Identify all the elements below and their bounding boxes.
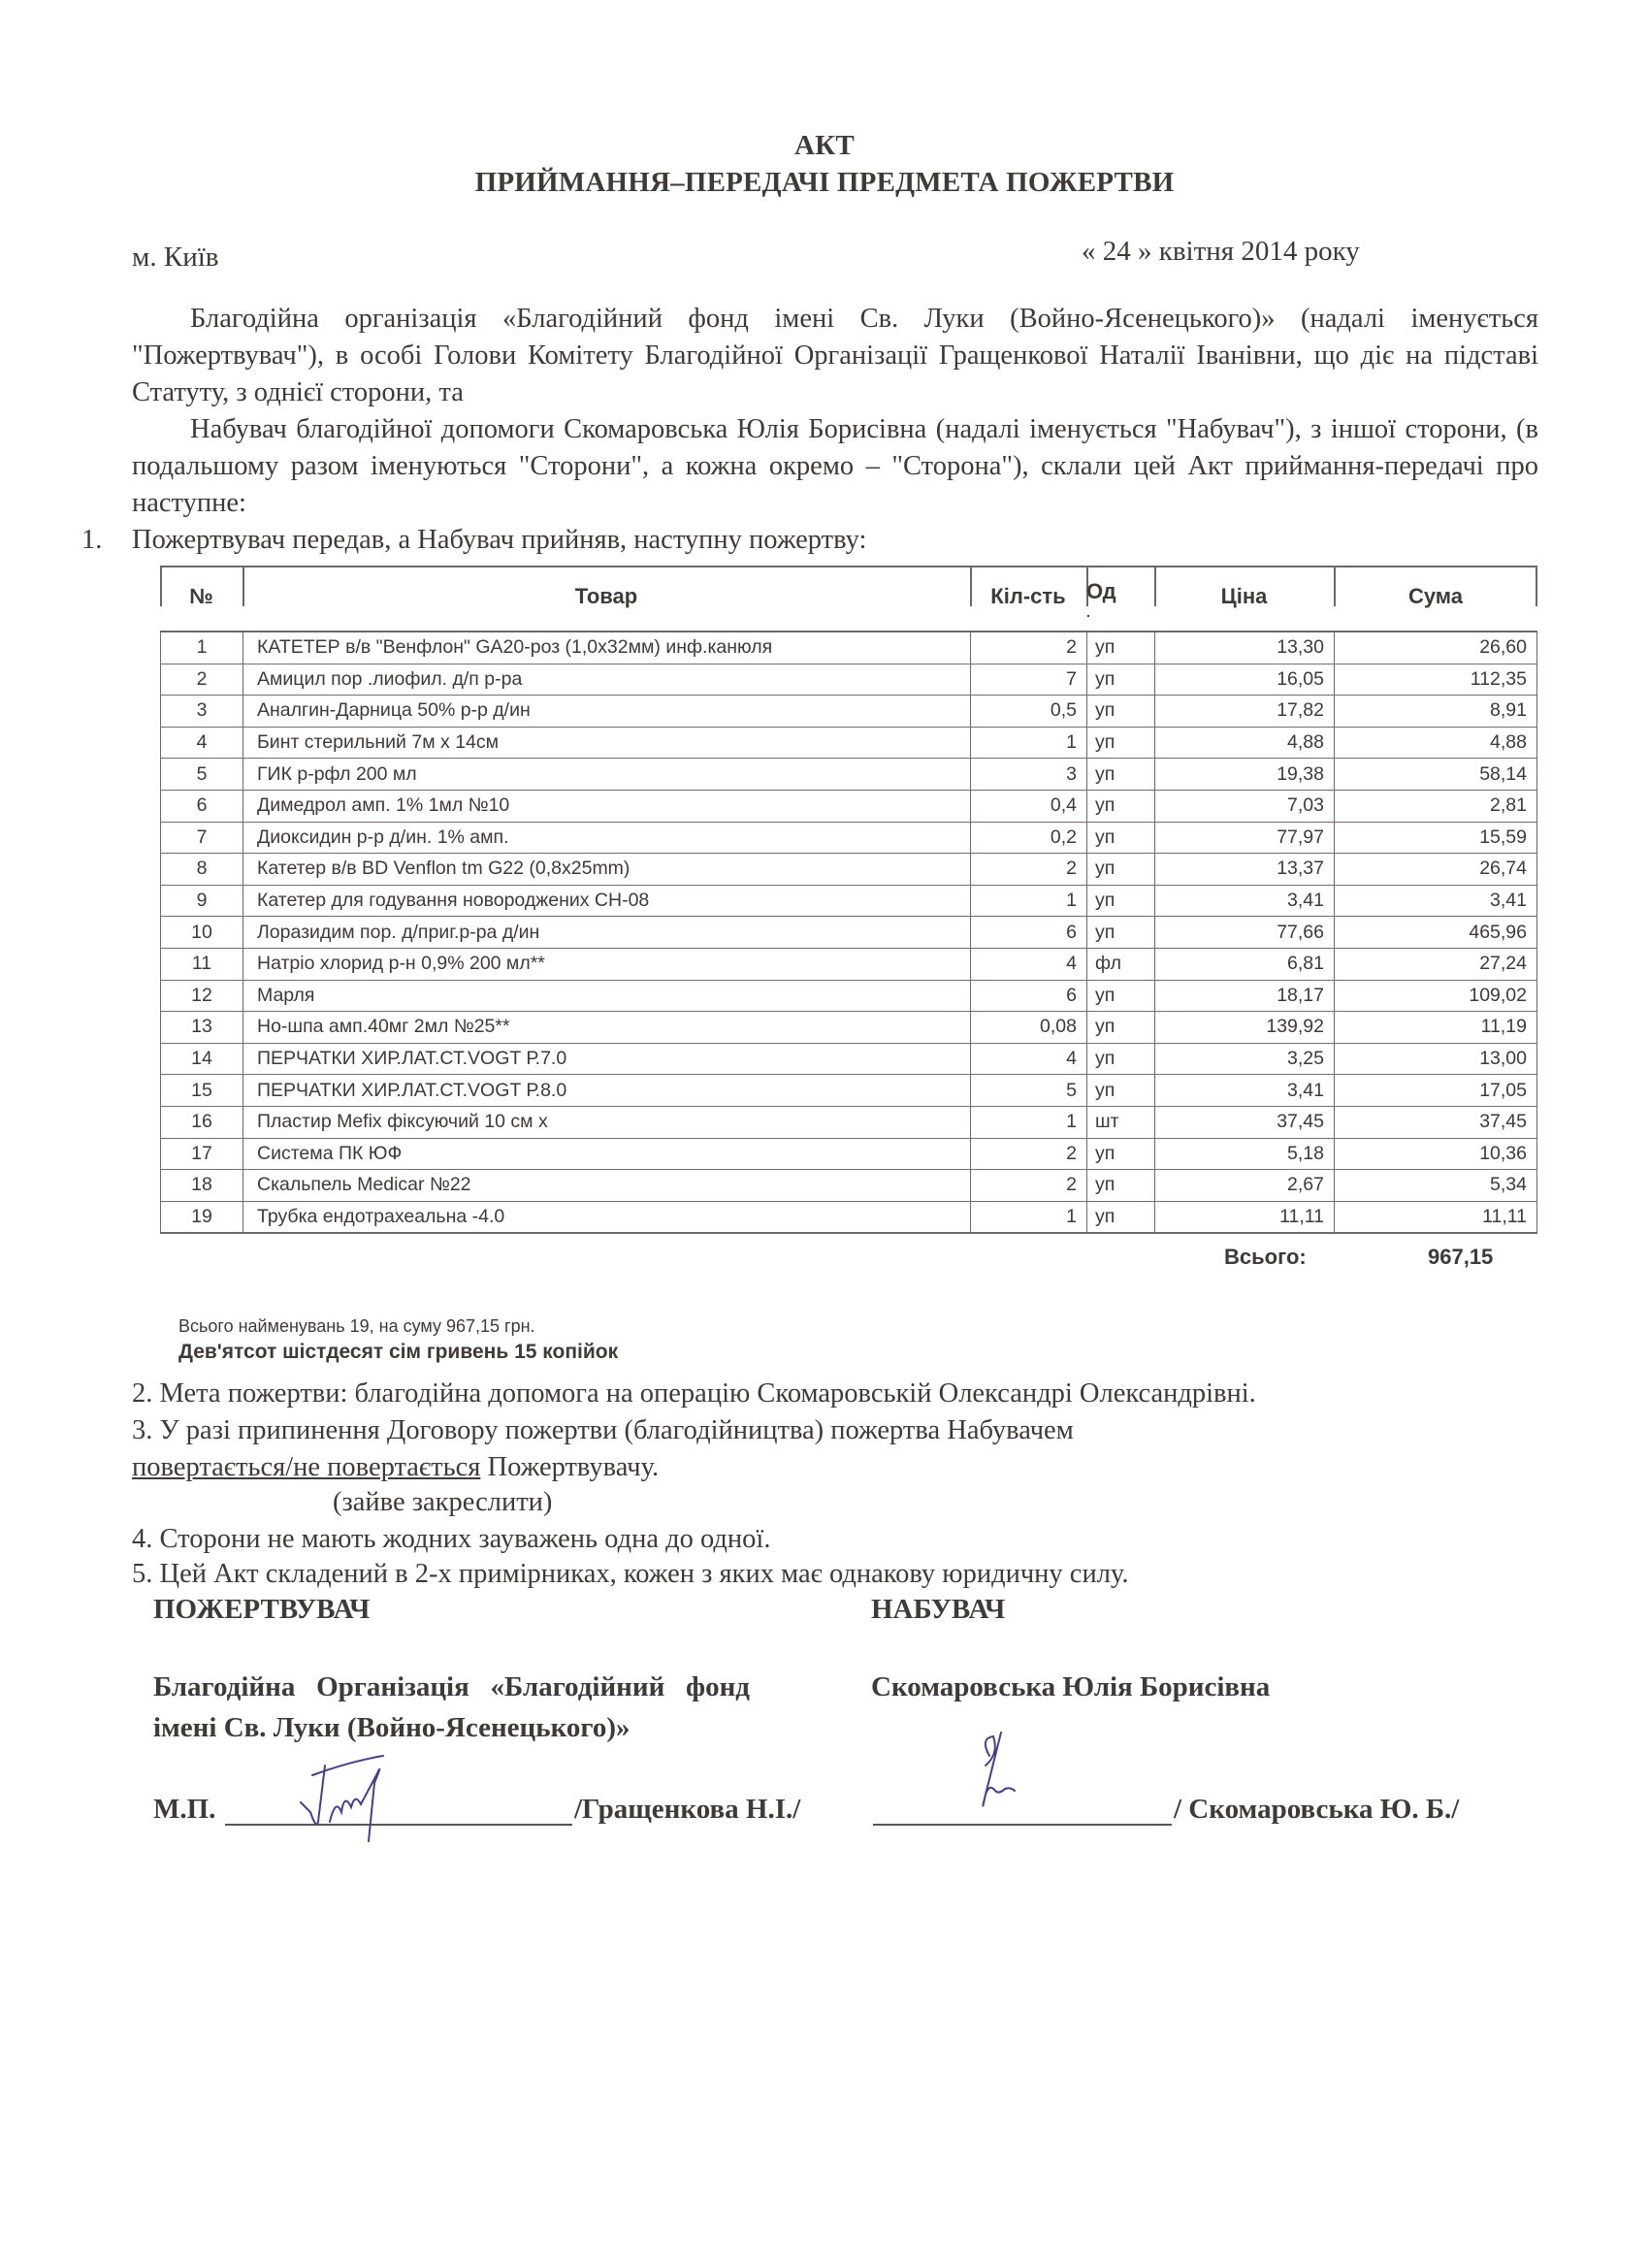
table-row [160,917,1537,949]
seal-label: М.П. [153,1794,216,1825]
row-number: 4 [160,728,242,759]
table-row [160,1107,1537,1139]
row-number: 16 [160,1107,242,1138]
row-sum: 11,11 [1334,1202,1537,1233]
clause-3-rest: Пожертвувачу. [480,1452,660,1482]
row-sum: 465,96 [1334,917,1537,948]
row-unit: уп [1086,1075,1154,1106]
column-header-price: Ціна [1220,584,1268,608]
row-sum: 26,60 [1334,632,1537,664]
row-item-name: Но-шпа амп.40мг 2мл №25** [242,1012,970,1043]
row-item-name: Димедрол амп. 1% 1мл №10 [242,791,970,822]
row-quantity: 2 [970,1170,1086,1201]
donor-org-line1: Благодійна Організація «Благодійний фонд [153,1671,750,1702]
row-unit: уп [1086,728,1154,759]
table-row [160,1075,1537,1107]
row-item-name: КАТЕТЕР в/в "Венфлон" GA20-роз (1,0х32мм) инф.канюля [242,632,970,664]
row-price: 13,30 [1154,632,1334,664]
item-1-number: 1. [81,525,103,555]
row-item-name: Скальпель Medicar №22 [242,1170,970,1201]
document-title: ПРИЙМАННЯ–ПЕРЕДАЧІ ПРЕДМЕТА ПОЖЕРТВИ [474,167,1175,198]
row-item-name: ГИК р-рфл 200 мл [242,759,970,790]
table-row [160,791,1537,823]
row-item-name: Пластир Mefix фіксуючий 10 см х [242,1107,970,1138]
row-unit: уп [1086,854,1154,885]
row-sum: 11,19 [1334,1012,1537,1043]
row-quantity: 1 [970,1202,1086,1233]
table-row [160,664,1537,697]
row-number: 15 [160,1075,242,1106]
row-item-name: Амицил пор .лиофил. д/п р-ра [242,664,970,696]
strike-out-note: (зайве закреслити) [333,1487,553,1517]
document-type-title: АКТ [794,130,855,161]
row-sum: 8,91 [1334,696,1537,727]
items-table-body [160,631,1537,1234]
row-price: 3,41 [1154,1075,1334,1106]
column-header-quantity: Кіл-сть [990,584,1066,608]
clause-3-line1: 3. У разі припинення Договору пожертви (благодійництва) пожертва Набувачем [132,1415,1074,1445]
row-item-name: Катетер в/в BD Venflon tm G22 (0,8x25mm) [242,854,970,885]
donor-signer-name: /Гращенкова Н.І./ [574,1794,801,1825]
row-quantity: 1 [970,886,1086,917]
row-sum: 10,36 [1334,1139,1537,1170]
recipient-heading: НАБУВАЧ [871,1594,1006,1625]
row-quantity: 4 [970,1044,1086,1075]
item-1-text: Пожертвувач передав, а Набувач прийняв, наступну пожертву: [132,525,867,555]
row-sum: 112,35 [1334,664,1537,696]
row-quantity: 1 [970,1107,1086,1138]
row-unit: уп [1086,917,1154,948]
row-unit: уп [1086,981,1154,1012]
row-unit: шт [1086,1107,1154,1138]
city: м. Київ [132,242,219,273]
row-number: 13 [160,1012,242,1043]
row-item-name: Марля [242,981,970,1012]
row-price: 18,17 [1154,981,1334,1012]
row-quantity: 1 [970,728,1086,759]
row-quantity: 0,4 [970,791,1086,822]
row-quantity: 6 [970,917,1086,948]
table-row [160,696,1537,728]
row-quantity: 5 [970,1075,1086,1106]
row-unit: уп [1086,1012,1154,1043]
row-number: 10 [160,917,242,948]
row-quantity: 0,2 [970,823,1086,854]
table-row [160,759,1537,791]
table-row [160,886,1537,918]
row-unit: фл [1086,949,1154,980]
row-number: 3 [160,696,242,727]
row-sum: 17,05 [1334,1075,1537,1106]
column-header-unit [1086,567,1154,626]
table-row [160,854,1537,886]
row-number: 12 [160,981,242,1012]
total-label: Всього: [1224,1245,1307,1269]
row-sum: 13,00 [1334,1044,1537,1075]
row-quantity: 3 [970,759,1086,790]
row-sum: 58,14 [1334,759,1537,790]
row-price: 6,81 [1154,949,1334,980]
intro-paragraph-donor [132,301,1538,411]
recipient-signature-line [873,1824,1172,1826]
row-price: 3,25 [1154,1044,1334,1075]
row-price: 37,45 [1154,1107,1334,1138]
donor-org-line2: імені Св. Луки (Войно-Ясенецького)» [153,1712,630,1743]
row-price: 16,05 [1154,664,1334,696]
row-number: 5 [160,759,242,790]
row-unit: уп [1086,886,1154,917]
row-item-name: ПЕРЧАТКИ ХИР.ЛАТ.СТ.VOGT Р.8.0 [242,1075,970,1106]
row-quantity: 7 [970,664,1086,696]
row-item-name: Диоксидин р-р д/ин. 1% амп. [242,823,970,854]
row-number: 18 [160,1170,242,1201]
row-number: 6 [160,791,242,822]
row-price: 139,92 [1154,1012,1334,1043]
intro-paragraph-recipient-text: Набувач благодійної допомоги Скомаровська Юлія Борисівна (надалі іменується "Набувач"), з іншої сторони, (в подальшому разом іменуються "Сторони", а кожна окремо – "Сторона"), склали цей Акт приймання-передачі про наступне: [132,414,1538,518]
row-price: 3,41 [1154,886,1334,917]
row-quantity: 4 [970,949,1086,980]
row-price: 17,82 [1154,696,1334,727]
items-count-summary: Всього найменувань 19, на суму 967,15 грн. [178,1316,535,1336]
row-number: 9 [160,886,242,917]
row-item-name: Система ПК ЮФ [242,1139,970,1170]
row-sum: 15,59 [1334,823,1537,854]
row-item-name: Аналгин-Дарница 50% р-р д/ин [242,696,970,727]
row-sum: 2,81 [1334,791,1537,822]
row-unit: уп [1086,664,1154,696]
row-price: 77,97 [1154,823,1334,854]
row-price: 19,38 [1154,759,1334,790]
row-unit: уп [1086,1170,1154,1201]
column-header-item: Товар [574,584,638,608]
total-value: 967,15 [1428,1245,1494,1269]
row-number: 17 [160,1139,242,1170]
donor-heading: ПОЖЕРТВУВАЧ [153,1594,371,1625]
row-number: 1 [160,632,242,664]
donor-signature-icon [291,1754,417,1846]
row-price: 5,18 [1154,1139,1334,1170]
row-price: 11,11 [1154,1202,1334,1233]
recipient-full-name: Скомаровська Юлія Борисівна [871,1671,1271,1702]
return-option-underlined: повертається/не повертається [132,1452,481,1482]
row-unit: уп [1086,759,1154,790]
row-price: 13,37 [1154,854,1334,885]
items-table-header [160,566,1537,626]
recipient-signature-icon [960,1727,1048,1824]
column-header-unit-dot: . [1086,604,1090,620]
document-date: « 24 » квітня 2014 року [1082,236,1360,267]
row-unit: уп [1086,1139,1154,1170]
column-header-unit-label: Од [1086,579,1116,603]
row-number: 2 [160,664,242,696]
intro-paragraph-recipient [132,411,1538,522]
row-item-name: ПЕРЧАТКИ ХИР.ЛАТ.СТ.VOGT Р.7.0 [242,1044,970,1075]
row-sum: 26,74 [1334,854,1537,885]
row-item-name: Трубка ендотрахеальна -4.0 [242,1202,970,1233]
row-sum: 5,34 [1334,1170,1537,1201]
row-price: 7,03 [1154,791,1334,822]
row-unit: уп [1086,1044,1154,1075]
intro-paragraph-donor-text: Благодійна організація «Благодійний фонд імені Св. Луки (Войно-Ясенецького)» (надалі іменується "Пожертвувач"), в особі Голови Комітету Благодійної Організації Гращенкової Наталії Іванівни, що діє на підставі Статуту, з однієї сторони, та [132,304,1538,407]
table-row [160,632,1537,664]
row-unit: уп [1086,632,1154,664]
clause-5-copies: 5. Цей Акт складений в 2-х примірниках, кожен з яких має однакову юридичну силу. [132,1559,1129,1589]
row-sum: 27,24 [1334,949,1537,980]
table-row [160,823,1537,855]
row-price: 77,66 [1154,917,1334,948]
row-number: 7 [160,823,242,854]
row-price: 2,67 [1154,1170,1334,1201]
row-item-name: Катетер для годування новороджених СН-08 [242,886,970,917]
row-number: 11 [160,949,242,980]
row-sum: 37,45 [1334,1107,1537,1138]
row-item-name: Бинт стерильний 7м х 14см [242,728,970,759]
row-unit: уп [1086,1202,1154,1233]
column-header-number: № [189,584,213,608]
row-number: 8 [160,854,242,885]
table-row [160,1202,1537,1233]
row-unit: уп [1086,791,1154,822]
table-row [160,981,1537,1013]
row-quantity: 0,08 [970,1012,1086,1043]
header-divider [1536,567,1537,606]
row-number: 14 [160,1044,242,1075]
table-row [160,1012,1537,1044]
row-sum: 4,88 [1334,728,1537,759]
table-row [160,728,1537,760]
row-quantity: 6 [970,981,1086,1012]
row-sum: 109,02 [1334,981,1537,1012]
row-quantity: 2 [970,854,1086,885]
row-quantity: 2 [970,632,1086,664]
table-row [160,1170,1537,1202]
clause-4-no-remarks: 4. Сторони не мають жодних зауважень одна до одної. [132,1524,771,1554]
row-price: 4,88 [1154,728,1334,759]
clause-3-line2 [132,1449,659,1486]
table-row [160,1044,1537,1076]
clause-2-purpose: 2. Мета пожертви: благодійна допомога на операцію Скомаровській Олександрі Олександрівні. [132,1378,1256,1409]
table-row [160,949,1537,981]
row-unit: уп [1086,696,1154,727]
row-item-name: Натріо хлорид р-н 0,9% 200 мл** [242,949,970,980]
row-unit: уп [1086,823,1154,854]
table-row [160,1139,1537,1171]
row-sum: 3,41 [1334,886,1537,917]
row-quantity: 0,5 [970,696,1086,727]
row-quantity: 2 [970,1139,1086,1170]
row-item-name: Лоразидим пор. д/приг.р-ра д/ин [242,917,970,948]
column-header-sum: Сума [1407,584,1464,608]
row-number: 19 [160,1202,242,1233]
amount-in-words: Дев'ятсот шістдесят сім гривень 15 копійок [178,1341,619,1363]
recipient-signer-name: / Скомаровська Ю. Б./ [1174,1794,1460,1825]
